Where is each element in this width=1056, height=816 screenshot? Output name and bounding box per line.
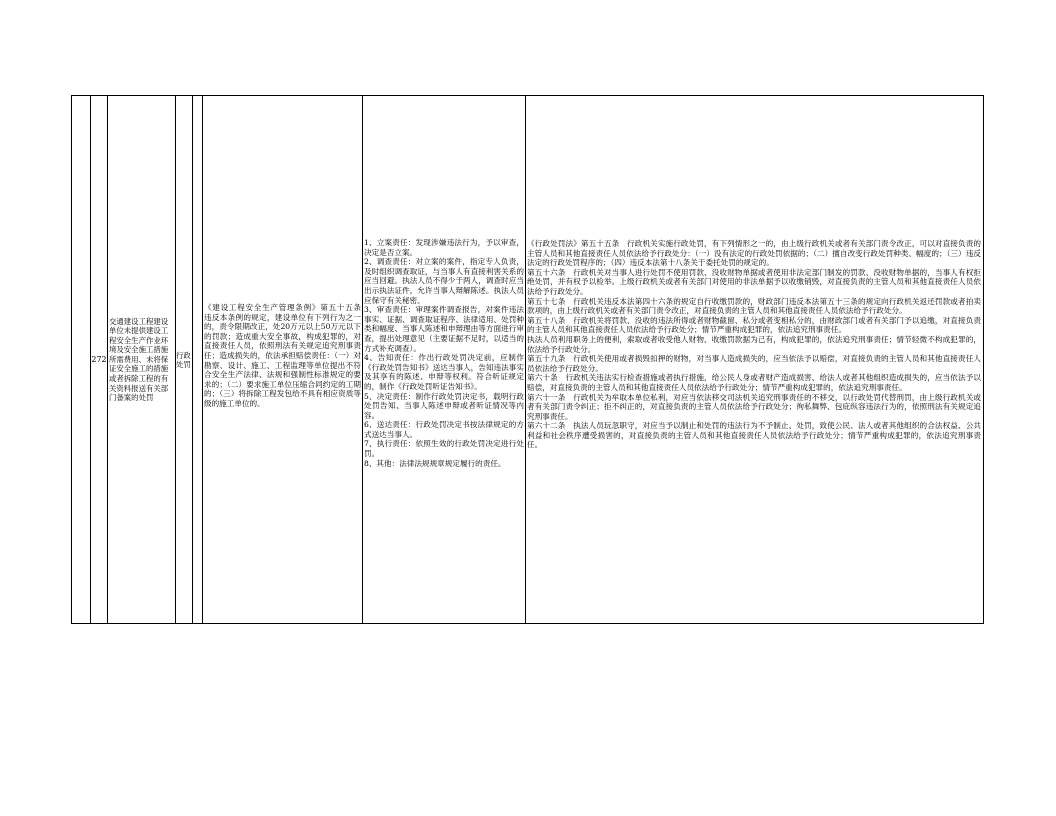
responsibility-item: 3、审查责任：审理案件调查报告，对案件违法事实、证据、调查取证程序、法律适用、处罚种类和幅度、当事人陈述和申辩理由等方面进行审查，提出处理意见（主要证据不足时，以适当的方式补充调查）。	[364, 305, 524, 353]
accountability-item: 第五十六条 行政机关对当事人进行处罚不使用罚款、没收财物单据或者使用非法定部门制发的罚款、没收财物单据的，当事人有权拒绝处罚，并有权予以检举。上级行政机关或者有关部门对使用的非法单据予以收缴销毁，对直接负责的主管人员和其他直接责任人员依法给予行政处分。	[527, 267, 981, 296]
responsibility-item: 4、告知责任：作出行政处罚决定前，应制作《行政处罚告知书》送达当事人，告知违法事实及其享有的陈述、申辩等权利。符合听证规定的，制作《行政处罚听证告知书》。	[364, 353, 524, 391]
accountability-item: 第五十七条 行政机关违反本法第四十六条的规定自行收缴罚款的，财政部门违反本法第五十三条的规定向行政机关返还罚款或者拍卖款项的，由上级行政机关或者有关部门责令改正，对直接负责的主管人员和其他直接责任人员依法给予行政处分。	[527, 296, 981, 316]
accountability-item: 执法人员利用职务上的便利，索取或者收受他人财物、收缴罚款据为己有，构成犯罪的，依法追究刑事责任；情节轻微不构成犯罪的，依法给予行政处分。	[527, 334, 981, 354]
accountability-list	[527, 239, 981, 450]
legal-basis: 《建设工程安全生产管理条例》第五十五条 违反本条例的规定，建设单位有下列行为之一的，责令限期改正，处20万元以上50万元以下的罚款；造成重大安全事故，构成犯罪的，对直接责任人员，依照刑法有关规定追究刑事责任；造成损失的，依法承担赔偿责任：（一）对勘察、设计、施工、工程监理等单位提出不符合安全生产法律、法规和强制性标准规定的要求的；（二）要求施工单位压缩合同约定的工期的；（三）将拆除工程发包给不具有相应资质等级的施工单位的。	[204, 303, 361, 408]
responsibility-item: 2、调查责任：对立案的案件，指定专人负责，及时组织调查取证，与当事人有直接利害关系的应当回避。执法人员不得少于两人，调查时应当出示执法证件，允许当事人辩解陈述。执法人员应保守有关秘密。	[364, 257, 524, 305]
responsibility-item: 1、立案责任：发现涉嫌违法行为，予以审查，决定是否立案。	[364, 238, 524, 257]
accountability-item: 第六十条 行政机关违法实行检查措施或者执行措施，给公民人身或者财产造成损害、给法人或者其他组织造成损失的，应当依法予以赔偿，对直接负责的主管人员和其他直接责任人员依法给予行政处分；情节严重构成犯罪的，依法追究刑事责任。	[527, 373, 981, 392]
accountability-item: 第五十八条 行政机关将罚款、没收的违法所得或者财物截留、私分或者变相私分的，由财政部门或者有关部门予以追缴，对直接负责的主管人员和其他直接责任人员依法给予行政处分；情节严重构成犯罪的，依法追究刑事责任。	[527, 315, 981, 335]
responsibility-item: 6、送达责任：行政处罚决定书按法律规定的方式送达当事人。	[364, 420, 524, 439]
column-accountability	[526, 96, 982, 623]
column-responsibilities	[363, 96, 526, 623]
authority-table	[71, 95, 984, 624]
column-category	[176, 96, 193, 623]
accountability-item: 《行政处罚法》第五十五条 行政机关实施行政处罚，有下列情形之一的，由上级行政机关或者有关部门责令改正，可以对直接负责的主管人员和其他直接责任人员依法给予行政处分：（一）没有法定的行政处罚依据的；（二）擅自改变行政处罚种类、幅度的；（三）违反法定的行政处罚程序的；（四）违反本法第十八条关于委托处罚的规定的。	[527, 239, 981, 268]
responsibility-item: 8、其他：法律法规规章规定履行的责任。	[364, 458, 506, 468]
column-item-name	[108, 96, 176, 623]
row-number: 272	[91, 354, 107, 364]
column-row-number	[91, 96, 108, 623]
accountability-item: 第六十二条 执法人员玩忽职守，对应当予以制止和处罚的违法行为不予制止、处罚，致使公民、法人或者其他组织的合法权益、公共利益和社会秩序遭受损害的，对直接负责的主管人员和其他直接责任人员依法给予行政处分；情节严重构成犯罪的，依法追究刑事责任。	[527, 421, 981, 450]
responsibility-item: 7、执行责任：依照生效的行政处罚决定进行处罚。	[364, 439, 524, 459]
accountability-item: 第五十九条 行政机关使用或者损毁扣押的财物，对当事人造成损失的，应当依法予以赔偿，对直接负责的主管人员和其他直接责任人员依法给予行政处分。	[527, 354, 981, 373]
column-spacer	[193, 96, 203, 623]
item-name: 交通建设工程建设单位未提供建设工程安全生产作业环境及安全施工措施所需费用、未将保证安全施工的措施或者拆除工程的有关资料报送有关部门备案的处罚	[109, 316, 169, 403]
responsibility-list	[364, 238, 524, 468]
category: 行政处罚	[176, 350, 191, 369]
column-index-spacer	[72, 96, 91, 623]
column-basis	[203, 96, 363, 623]
accountability-item: 第六十一条 行政机关为牟取本单位私利，对应当依法移交司法机关追究刑事责任的不移交，以行政处罚代替刑罚，由上级行政机关或者有关部门责令纠正；拒不纠正的，对直接负责的主管人员依法给予行政处分；徇私舞弊、包庇纵容违法行为的，依照刑法有关规定追究刑事责任。	[527, 392, 981, 421]
responsibility-item: 5、决定责任：制作行政处罚决定书，载明行政处罚告知、当事人陈述申辩或者听证情况等内容。	[364, 391, 524, 420]
